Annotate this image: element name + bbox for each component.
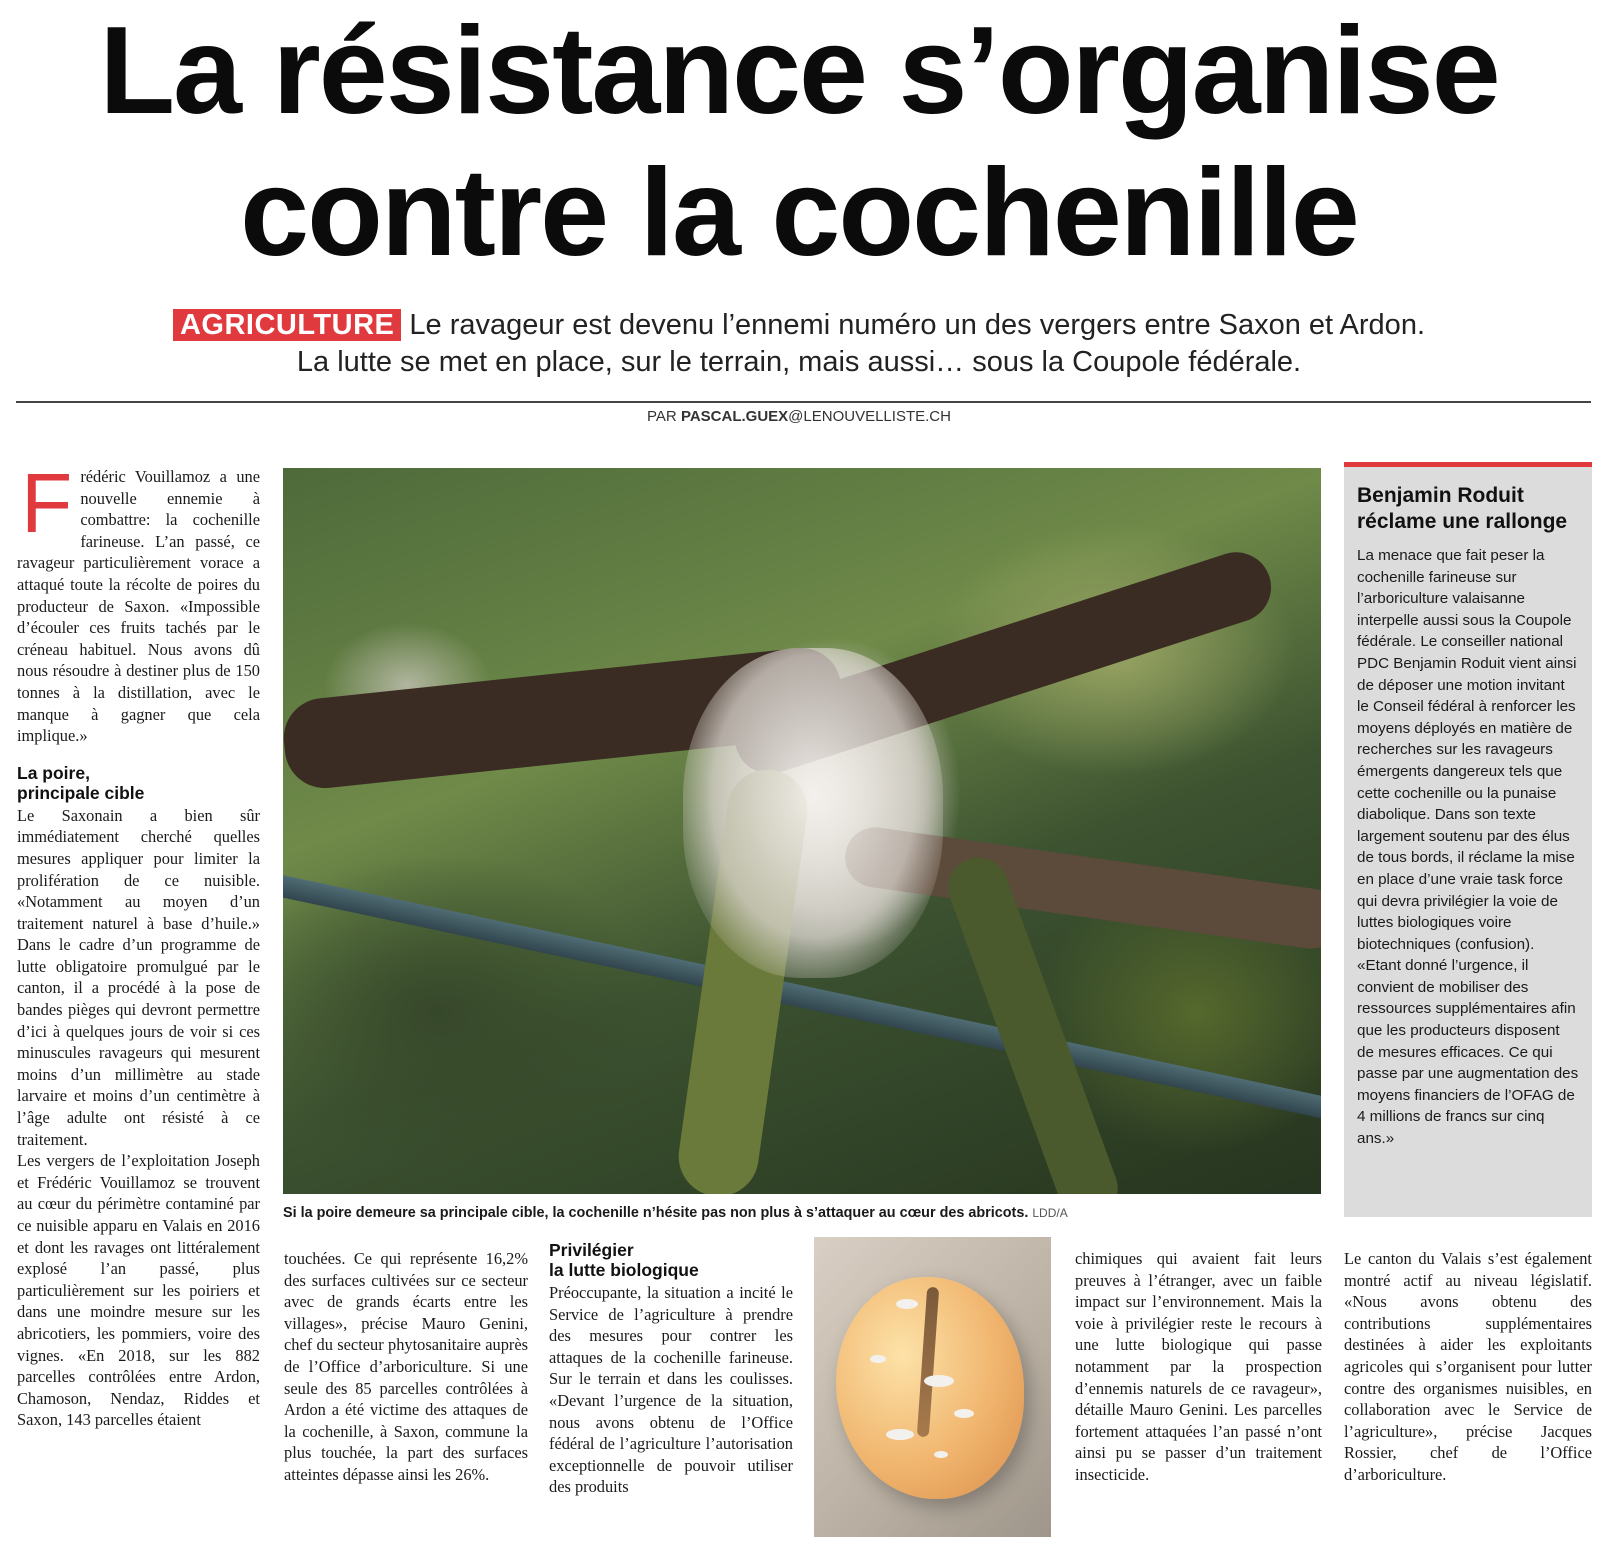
subhead-principal-cible: La poire, principale cible	[17, 762, 145, 803]
paragraph-preoccupante: Préoccupante, la situation a incité le Service de l’agriculture à prendre des mesures pour contrer les attaques de la cochenille farineuse. Sur le terrain et dans les coulisses. «Devant l’urgence de la situation, nous avons obtenu de l’Office fédéral de l’agriculture l’autorisation exceptionnelle de pouvoir utiliser des produits	[549, 1283, 793, 1497]
byline-prefix: PAR	[647, 408, 681, 425]
mealybug	[886, 1429, 914, 1440]
header-divider	[16, 401, 1591, 403]
article-column-2	[284, 1248, 528, 1486]
headline-line-1: La résistance s’organise	[99, 2, 1499, 140]
photo-caption	[283, 1205, 1323, 1221]
caption-text: Si la poire demeure sa principale cible, la cochenille n’hésite pas non plus à s’attaquer au cœur des abricots.	[283, 1205, 1029, 1221]
byline-author: PASCAL.GUEX	[680, 408, 789, 425]
paragraph-touchees: touchées. Ce qui représente 16,2% des surfaces cultivées sur ce secteur avec de grands écarts entre les villages», précise Mauro Genini, chef du secteur phytosanitaire auprès de l’Office d’arboriculture. Si une seule des 85 parcelles contrôlées à Ardon a été victime des attaques de la cochenille, à Saxon, commune la plus touchée, la part des surfaces atteintes dépasse ainsi les 26%.	[284, 1249, 528, 1484]
paragraph-canton: Le canton du Valais s’est également montré actif au niveau législatif. «Nous avons obtenu des contributions supplémentaires destinées à aider les exploitants agricoles qui s’organisent pour lutter contre des organismes nuisibles, en collaboration avec le Service de l’agriculture», précise Jacques Rossier, chef de l’Office d’arboriculture.	[1344, 1249, 1592, 1484]
photo-credit: LDD/A	[1032, 1206, 1068, 1220]
deck	[0, 307, 1598, 381]
mealybug-colony	[683, 648, 943, 978]
sidebar-title: Benjamin Roduit réclame une rallonge	[1357, 484, 1568, 533]
mealybug	[870, 1355, 886, 1363]
sidebar-box	[1344, 462, 1592, 1217]
byline	[0, 408, 1598, 425]
mealybug	[934, 1451, 948, 1458]
article-column-1	[17, 456, 260, 1431]
deck-line-1: Le ravageur est devenu l’ennemi numéro un des vergers entre Saxon et Ardon.	[409, 309, 1425, 341]
byline-domain: @LENOUVELLISTE.CH	[788, 408, 951, 425]
dropcap: F	[21, 456, 73, 550]
intro-paragraph: Frédéric Vouillamoz a une nouvelle ennemie à combattre: la cochenille farineuse. L’an passé, ce ravageur particulièrement vorace a attaqué toute la récolte de poires du producteur de Saxon. «Impossible d’écouler ces fruits tachés par le créneau habituel. Nous avons dû nous résoudre à destiner plus de 150 tonnes à la distillation, avec le manque à gagner que cela implique.»	[17, 456, 260, 746]
kicker-badge: AGRICULTURE	[173, 309, 401, 341]
headline-line-2: contre la cochenille	[240, 144, 1358, 282]
mealybug	[954, 1409, 974, 1418]
deck-line-2: La lutte se met en place, sur le terrain, mais aussi… sous la Coupole fédérale.	[296, 346, 1302, 378]
mealybug	[924, 1375, 954, 1387]
apricot-photo	[814, 1237, 1051, 1537]
sidebar-text: La menace que fait peser la cochenille farineuse sur l’arboriculture valaisanne interpelle aussi sous la Coupole fédérale. Le conseiller national PDC Benjamin Roduit vient ainsi de déposer une motion invitant le Conseil fédéral à renforcer les moyens déployés en matière de recherches sur les ravageurs émergents dangereux tels que cette cochenille ou la punaise diabolique. Dans son texte largement soutenu par des élus de tous bords, il réclame la mise en place d’une vraie task force qui devra privilégier la voie de luttes biologiques voire biotechniques (confusion). «Etant donné l’urgence, il convient de mobiliser des ressources supplémentaires afin que les producteurs disposent de mesures efficaces. Ce qui passe par une augmentation des moyens financiers de l’OFAG de 4 millions de francs sur cinq ans.»	[1357, 547, 1579, 1148]
article-column-4	[1075, 1248, 1322, 1486]
article-column-5	[1344, 1248, 1592, 1486]
mealybug	[896, 1299, 918, 1309]
main-photo-mealybugs	[283, 468, 1321, 1194]
article-column-3	[549, 1240, 793, 1498]
paragraph-traitement: Le Saxonain a bien sûr immédiatement cherché quelles mesures appliquer pour limiter la prolifération de ce nuisible. «Notamment au moyen d’un traitement naturel à base d’huile.» Dans le cadre d’un programme de lutte obligatoire promulgué par le canton, il a procédé à la pose de bandes pièges qui devront permettre d’ici à quelques jours de voir si ces minuscules ravageurs qui mesurent moins d’un millimètre au stade larvaire et moins d’un centimètre à l’âge adulte ont résisté à ce traitement.	[17, 805, 260, 1149]
paragraph-vergers: Les vergers de l’exploitation Joseph et Frédéric Vouillamoz se trouvent au cœur du périmètre contaminé par ce nuisible apparu en Valais en 2016 et dont les ravages ont littéralement explosé l’an passé, plus particulièrement sur les poiriers et dans une moindre mesure sur les abricotiers, les pommiers, voire des vignes. «En 2018, sur les 882 parcelles contrôlées entre Ardon, Chamoson, Nendaz, Riddes et Saxon, 143 parcelles étaient	[17, 1151, 260, 1430]
subhead-lutte-biologique: Privilégier la lutte biologique	[549, 1240, 699, 1280]
headline	[0, 0, 1598, 284]
paragraph-chimiques: chimiques qui avaient fait leurs preuves à l’étranger, avec un faible impact sur l’environnement. Mais la voie à privilégier reste le recours à une lutte biologique qui passe notamment par la prospection d’ennemis naturels de ce ravageur», détaille Mauro Genini. Les parcelles fortement attaquées l’an passé n’ont ainsi pu se passer d’un traitement insecticide.	[1075, 1249, 1322, 1484]
